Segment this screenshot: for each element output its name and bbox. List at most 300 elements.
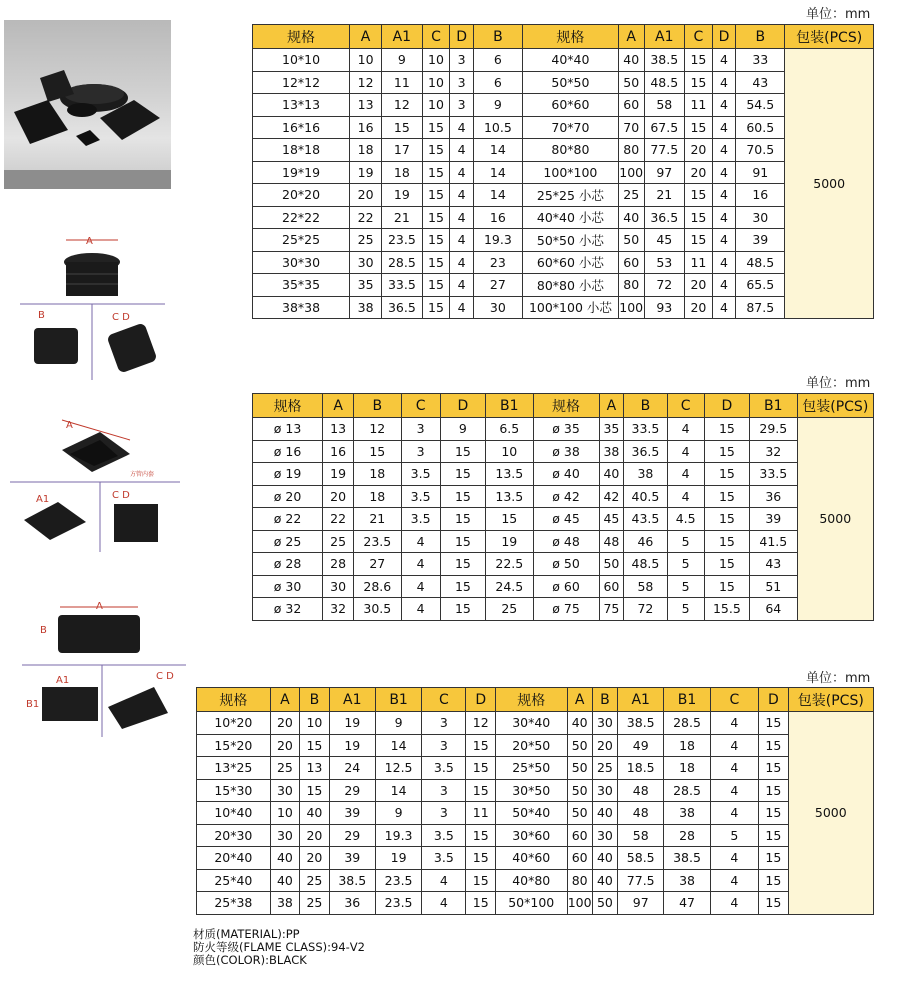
table-cell: 11 (466, 802, 495, 825)
table-cell: 3.5 (422, 847, 466, 870)
table-cell: 30 (350, 251, 382, 274)
table-cell: ø 13 (253, 418, 323, 441)
table-cell: 40 (270, 847, 299, 870)
table-cell: 20 (685, 296, 713, 319)
table-cell: 18 (382, 161, 423, 184)
table-cell: 65.5 (736, 274, 785, 297)
table-cell: ø 45 (533, 508, 599, 531)
table-cell: 70*70 (522, 116, 618, 139)
column-header: A1 (382, 25, 423, 49)
table-cell: 38.5 (618, 712, 664, 735)
table-cell: 16*16 (253, 116, 350, 139)
table-cell: 40 (599, 463, 624, 486)
table-cell: 36.5 (382, 296, 423, 319)
table-cell: 39 (329, 802, 375, 825)
table-row (197, 712, 874, 735)
table-cell: 15 (354, 440, 401, 463)
table-cell: 28.5 (664, 712, 710, 735)
table-cell: 15 (440, 553, 485, 576)
square-plug-diagram (0, 410, 182, 552)
table-cell: 3 (450, 71, 473, 94)
table-cell: 36 (750, 485, 797, 508)
table-cell: 4 (710, 847, 758, 870)
table-cell: 60 (567, 847, 592, 870)
table-cell: 15 (685, 116, 713, 139)
table-cell: 19 (486, 530, 533, 553)
table-cell: 97 (644, 161, 685, 184)
table-cell: 24 (329, 757, 375, 780)
table-cell: 13 (323, 418, 354, 441)
table-cell: 22.5 (486, 553, 533, 576)
column-header: A1 (618, 688, 664, 712)
table-cell: 36.5 (644, 206, 685, 229)
table-cell: 77.5 (618, 869, 664, 892)
table-cell: 4 (450, 251, 473, 274)
table-cell: 22 (323, 508, 354, 531)
table-cell: 10 (350, 49, 382, 72)
diagram-label-a-2: A (66, 420, 73, 431)
table-cell: 42 (599, 485, 624, 508)
table-cell: 4 (710, 869, 758, 892)
table-cell: 36 (329, 892, 375, 915)
table-cell: 16 (736, 184, 785, 207)
diagram-label-a-3: A (96, 601, 103, 612)
table-cell: 38 (270, 892, 299, 915)
table-cell: 6 (473, 49, 522, 72)
table-cell: 46 (624, 530, 667, 553)
table-cell: 15 (486, 508, 533, 531)
table-cell: 19 (329, 734, 375, 757)
column-header: B1 (486, 394, 533, 418)
table-cell: 18*18 (253, 139, 350, 162)
table-cell: 9 (375, 802, 421, 825)
table-cell: 15*30 (197, 779, 271, 802)
diagram-label-b-3: B (40, 625, 47, 636)
table-cell: 30.5 (354, 598, 401, 621)
table-cell: 15 (704, 530, 749, 553)
table-cell: 15 (704, 553, 749, 576)
table-cell: 4 (667, 463, 704, 486)
table-cell: 4 (712, 71, 735, 94)
table-cell: 87.5 (736, 296, 785, 319)
table-cell: 30 (736, 206, 785, 229)
table-cell: 20 (685, 274, 713, 297)
table-cell: 3 (422, 802, 466, 825)
table-cell: 3 (422, 779, 466, 802)
table-cell: ø 35 (533, 418, 599, 441)
table-cell: 33.5 (750, 463, 797, 486)
table-cell: 70.5 (736, 139, 785, 162)
table-cell: 20 (350, 184, 382, 207)
table-cell: 15*20 (197, 734, 271, 757)
table-cell: 20*30 (197, 824, 271, 847)
table-cell: 30*60 (495, 824, 567, 847)
table-cell: 40 (270, 869, 299, 892)
table-cell: 41.5 (750, 530, 797, 553)
table-cell: 20 (685, 161, 713, 184)
table-row (253, 575, 874, 598)
table-cell: 12 (466, 712, 495, 735)
table-cell: 15 (466, 734, 495, 757)
table-cell: 4 (667, 418, 704, 441)
table-cell: 15 (704, 485, 749, 508)
table-cell: ø 48 (533, 530, 599, 553)
table-cell: 4 (710, 734, 758, 757)
table-cell: 19 (382, 184, 423, 207)
table-cell: 38.5 (329, 869, 375, 892)
table-cell: 60 (599, 575, 624, 598)
table-cell: 40 (300, 802, 329, 825)
table-cell: 10*40 (197, 802, 271, 825)
table-cell: 19 (329, 712, 375, 735)
table-cell: ø 22 (253, 508, 323, 531)
table-cell: 3.5 (422, 824, 466, 847)
table-row (253, 49, 874, 72)
table-cell: 27 (473, 274, 522, 297)
table-cell: 4 (710, 757, 758, 780)
table-cell: 72 (624, 598, 667, 621)
table-cell: 38 (664, 802, 710, 825)
table-cell: 25 (300, 869, 329, 892)
table-cell: 3.5 (401, 463, 440, 486)
table-cell: 50 (567, 757, 592, 780)
table-cell: 38 (664, 869, 710, 892)
table-cell: 12.5 (375, 757, 421, 780)
column-header: B (592, 688, 617, 712)
table-cell: 4 (450, 116, 473, 139)
table-cell: 32 (750, 440, 797, 463)
column-header: C (710, 688, 758, 712)
table-cell: 15 (440, 598, 485, 621)
column-header: 规格 (495, 688, 567, 712)
table-cell: 14 (375, 779, 421, 802)
table-cell: 50 (592, 892, 617, 915)
table-cell: 48 (618, 802, 664, 825)
table-cell: 29 (329, 824, 375, 847)
table-cell: 25*40 (197, 869, 271, 892)
pack-header: 包装(PCS) (785, 25, 874, 49)
table-cell: 9 (382, 49, 423, 72)
table-cell: 4 (712, 184, 735, 207)
table-cell: 19*19 (253, 161, 350, 184)
column-header: C (422, 688, 466, 712)
table-cell: 11 (685, 251, 713, 274)
table-cell: 19 (375, 847, 421, 870)
table-cell: 91 (736, 161, 785, 184)
table-cell: 80 (567, 869, 592, 892)
table-cell: 15 (704, 440, 749, 463)
table-cell: 3.5 (422, 757, 466, 780)
table-cell: 48 (618, 779, 664, 802)
table-cell: 40*60 (495, 847, 567, 870)
table-cell: 15 (440, 463, 485, 486)
table-cell: 15 (685, 71, 713, 94)
table-cell: 54.5 (736, 94, 785, 117)
table-cell: 16 (473, 206, 522, 229)
table-cell: 30 (270, 824, 299, 847)
table-cell: 19.3 (375, 824, 421, 847)
diagram-label-a1: A1 (36, 494, 50, 505)
table-cell: 15 (422, 296, 450, 319)
column-header: C (422, 25, 450, 49)
table-cell: 28.5 (382, 251, 423, 274)
table-cell: 14 (375, 734, 421, 757)
column-header: A (618, 25, 644, 49)
table-cell: 15 (466, 757, 495, 780)
table-cell: 15 (759, 824, 788, 847)
table-cell: 15 (300, 779, 329, 802)
table-row (253, 485, 874, 508)
table-cell: 28 (664, 824, 710, 847)
table-cell: 53 (644, 251, 685, 274)
table-cell: 33 (736, 49, 785, 72)
table-cell: 10*20 (197, 712, 271, 735)
table-cell: 4 (712, 94, 735, 117)
table-row (253, 184, 874, 207)
pack-quantity: 5000 (785, 49, 874, 319)
table-cell: 11 (685, 94, 713, 117)
table-cell: ø 32 (253, 598, 323, 621)
table-cell: 30 (473, 296, 522, 319)
table-row (253, 116, 874, 139)
rect-plug-diagram (16, 595, 188, 737)
table-cell: 50*50 小芯 (522, 229, 618, 252)
table-cell: 45 (599, 508, 624, 531)
table-cell: 18 (664, 734, 710, 757)
column-header: C (401, 394, 440, 418)
table-header-row (197, 688, 874, 712)
table-cell: 4 (712, 161, 735, 184)
unit-label-1: 单位：mm (806, 7, 871, 22)
table-cell: 30 (592, 824, 617, 847)
table-cell: 23.5 (375, 892, 421, 915)
table-cell: 19.3 (473, 229, 522, 252)
table-cell: 25*50 (495, 757, 567, 780)
table-cell: 35 (350, 274, 382, 297)
table-row (253, 71, 874, 94)
column-header: 规格 (522, 25, 618, 49)
table-cell: 3 (401, 418, 440, 441)
table-cell: 18 (664, 757, 710, 780)
table-cell: 10 (300, 712, 329, 735)
table-cell: 13 (300, 757, 329, 780)
column-header: B1 (664, 688, 710, 712)
table-cell: 18.5 (618, 757, 664, 780)
table-row (197, 802, 874, 825)
table-cell: 13*13 (253, 94, 350, 117)
table-cell: 29.5 (750, 418, 797, 441)
table-cell: 25*25 (253, 229, 350, 252)
table-cell: 5 (667, 530, 704, 553)
spec-table-rectangle (196, 687, 874, 915)
table-cell: 9 (375, 712, 421, 735)
table-cell: 51 (750, 575, 797, 598)
table-cell: 4 (450, 184, 473, 207)
column-header: B (736, 25, 785, 49)
table-cell: 20 (300, 847, 329, 870)
table-cell: 38.5 (644, 49, 685, 72)
table-row (253, 598, 874, 621)
column-header: B (473, 25, 522, 49)
table-cell: 12 (350, 71, 382, 94)
table-cell: 40 (567, 712, 592, 735)
table-cell: 4 (422, 892, 466, 915)
table-cell: 17 (382, 139, 423, 162)
table-cell: 14 (473, 139, 522, 162)
table-cell: 39 (750, 508, 797, 531)
table-cell: 4 (712, 206, 735, 229)
table-cell: 15 (685, 229, 713, 252)
table-cell: 43.5 (624, 508, 667, 531)
table-cell: 4 (712, 229, 735, 252)
table-cell: 33.5 (382, 274, 423, 297)
table-cell: ø 28 (253, 553, 323, 576)
diagram-note: 方管内套 (130, 471, 155, 478)
table-cell: 4 (450, 161, 473, 184)
table-row (197, 847, 874, 870)
table-cell: 22*22 (253, 206, 350, 229)
table-cell: 39 (736, 229, 785, 252)
table-cell: 60*60 小芯 (522, 251, 618, 274)
column-header: D (466, 688, 495, 712)
product-photo (4, 20, 171, 189)
table-cell: 15 (704, 463, 749, 486)
table-cell: 4 (422, 869, 466, 892)
table-cell: 15 (422, 161, 450, 184)
table-row (253, 508, 874, 531)
table-cell: 13.5 (486, 485, 533, 508)
table-cell: 4 (450, 296, 473, 319)
table-cell: 10 (422, 94, 450, 117)
table-cell: ø 75 (533, 598, 599, 621)
table-row (197, 779, 874, 802)
column-header: B1 (750, 394, 797, 418)
table-cell: 15 (759, 712, 788, 735)
diagram-label-cd-2: C D (112, 490, 130, 501)
table-cell: 50 (599, 553, 624, 576)
table-cell: 4 (667, 440, 704, 463)
table-cell: 3 (422, 734, 466, 757)
table-cell: 15 (440, 485, 485, 508)
table-cell: 32 (323, 598, 354, 621)
table-cell: 58 (618, 824, 664, 847)
table-cell: ø 42 (533, 485, 599, 508)
pack-header: 包装(PCS) (788, 688, 873, 712)
table-cell: 15 (422, 229, 450, 252)
table-cell: 23.5 (382, 229, 423, 252)
table-row (253, 274, 874, 297)
table-cell: 45 (644, 229, 685, 252)
table-cell: 15 (685, 184, 713, 207)
table-cell: 9 (473, 94, 522, 117)
table-cell: 3.5 (401, 508, 440, 531)
table-cell: 16 (323, 440, 354, 463)
table-row (253, 418, 874, 441)
table-cell: 4 (667, 485, 704, 508)
column-header: D (704, 394, 749, 418)
table-cell: 4 (710, 892, 758, 915)
column-header: D (440, 394, 485, 418)
table-cell: 48.5 (644, 71, 685, 94)
table-cell: 15 (440, 530, 485, 553)
table-cell: 4 (712, 251, 735, 274)
table-cell: 21 (354, 508, 401, 531)
table-cell: 93 (644, 296, 685, 319)
table-cell: 60.5 (736, 116, 785, 139)
table-cell: 20 (270, 712, 299, 735)
table-cell: 38.5 (664, 847, 710, 870)
table-cell: 25*25 小芯 (522, 184, 618, 207)
table-cell: 29 (329, 779, 375, 802)
table-cell: 35*35 (253, 274, 350, 297)
table-cell: 15 (759, 779, 788, 802)
table-cell: 23 (473, 251, 522, 274)
table-cell: 15 (440, 508, 485, 531)
column-header: B (300, 688, 329, 712)
table-cell: 40.5 (624, 485, 667, 508)
table-cell: 80*80 (522, 139, 618, 162)
table-cell: 39 (329, 847, 375, 870)
table-cell: 15 (466, 869, 495, 892)
diagram-label-cd-3: C D (156, 671, 174, 682)
material-line: 材质(MATERIAL):PP (193, 927, 300, 941)
table-cell: 58 (644, 94, 685, 117)
diagram-label-b1-3: B1 (26, 699, 40, 710)
table-cell: 3 (450, 49, 473, 72)
table-cell: 100*100 小芯 (522, 296, 618, 319)
table-cell: 4.5 (667, 508, 704, 531)
table-cell: 40 (592, 869, 617, 892)
table-cell: 20*40 (197, 847, 271, 870)
table-cell: 4 (450, 229, 473, 252)
table-cell: 30 (592, 779, 617, 802)
table-cell: 3 (401, 440, 440, 463)
table-cell: 22 (350, 206, 382, 229)
table-cell: 15 (759, 869, 788, 892)
diagram-label-a: A (86, 236, 93, 247)
table-cell: 6 (473, 71, 522, 94)
table-cell: 43 (736, 71, 785, 94)
table-cell: 4 (401, 575, 440, 598)
table-cell: 48.5 (624, 553, 667, 576)
table-cell: 15 (422, 274, 450, 297)
column-header: A (599, 394, 624, 418)
table-cell: 40 (592, 847, 617, 870)
column-header: A (270, 688, 299, 712)
table-row (197, 757, 874, 780)
table-cell: 15 (422, 251, 450, 274)
table-cell: 28 (323, 553, 354, 576)
table-cell: 5 (667, 598, 704, 621)
table-cell: 40*80 (495, 869, 567, 892)
table-cell: 80*80 小芯 (522, 274, 618, 297)
table-cell: 15 (440, 440, 485, 463)
table-cell: 4 (401, 553, 440, 576)
table-cell: 15 (704, 508, 749, 531)
table-cell: 40 (618, 49, 644, 72)
table-cell: 27 (354, 553, 401, 576)
table-row (253, 251, 874, 274)
pack-quantity: 5000 (797, 418, 873, 621)
table-cell: 10 (270, 802, 299, 825)
table-cell: 15 (759, 757, 788, 780)
table-cell: 15 (382, 116, 423, 139)
table-cell: 70 (618, 116, 644, 139)
column-header: A1 (644, 25, 685, 49)
table-cell: 60 (618, 251, 644, 274)
table-cell: 50 (618, 71, 644, 94)
table-cell: 20*50 (495, 734, 567, 757)
